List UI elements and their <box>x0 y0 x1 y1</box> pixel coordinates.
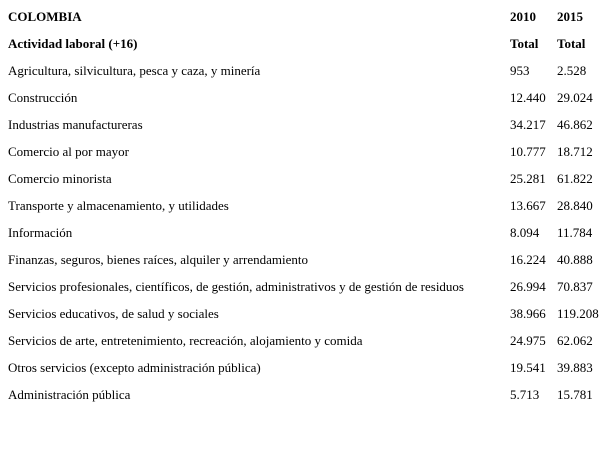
row-label: Administración pública <box>8 387 131 402</box>
country-title: COLOMBIA <box>8 9 82 24</box>
value-2015: 28.840 <box>557 198 593 213</box>
table-subheader-row <box>0 27 611 54</box>
table-row <box>0 270 611 297</box>
activity-header: Actividad laboral (+16) <box>8 36 138 51</box>
value-2015: 39.883 <box>557 360 593 375</box>
row-label: Servicios educativos, de salud y sociales <box>8 306 219 321</box>
row-label: Construcción <box>8 90 78 105</box>
total-header-2015: Total <box>557 36 586 51</box>
value-2010: 12.440 <box>510 90 546 105</box>
row-label: Transporte y almacenamiento, y utilidades <box>8 198 229 213</box>
value-2015: 2.528 <box>557 63 587 78</box>
value-2010: 24.975 <box>510 333 546 348</box>
table-row <box>0 108 611 135</box>
row-label: Comercio minorista <box>8 171 112 186</box>
row-label: Servicios profesionales, científicos, de gestión, administrativos y de gestión de residuos <box>8 279 464 294</box>
value-2010: 16.224 <box>510 252 546 267</box>
value-2015: 29.024 <box>557 90 593 105</box>
table-row <box>0 324 611 351</box>
table-row <box>0 162 611 189</box>
table-row <box>0 297 611 324</box>
value-2010: 953 <box>510 63 530 78</box>
value-2015: 40.888 <box>557 252 593 267</box>
row-label: Servicios de arte, entretenimiento, recreación, alojamiento y comida <box>8 333 363 348</box>
value-2010: 8.094 <box>510 225 540 240</box>
year-header-2010: 2010 <box>510 9 536 24</box>
value-2015: 46.862 <box>557 117 593 132</box>
value-2010: 10.777 <box>510 144 546 159</box>
table-row <box>0 351 611 378</box>
row-label: Otros servicios (excepto administración pública) <box>8 360 261 375</box>
row-label: Agricultura, silvicultura, pesca y caza, y minería <box>8 63 261 78</box>
table-row <box>0 54 611 81</box>
total-header-2010: Total <box>510 36 539 51</box>
value-2015: 61.822 <box>557 171 593 186</box>
value-2010: 38.966 <box>510 306 546 321</box>
table-row <box>0 81 611 108</box>
value-2010: 13.667 <box>510 198 546 213</box>
table-row <box>0 378 611 405</box>
row-label: Comercio al por mayor <box>8 144 129 159</box>
row-label: Industrias manufactureras <box>8 117 143 132</box>
value-2015: 62.062 <box>557 333 593 348</box>
value-2010: 34.217 <box>510 117 546 132</box>
value-2015: 70.837 <box>557 279 593 294</box>
table-row <box>0 189 611 216</box>
table-title-row <box>0 0 611 27</box>
value-2015: 18.712 <box>557 144 593 159</box>
row-label: Finanzas, seguros, bienes raíces, alquiler y arrendamiento <box>8 252 308 267</box>
value-2015: 119.208 <box>557 306 599 321</box>
row-label: Información <box>8 225 73 240</box>
value-2010: 19.541 <box>510 360 546 375</box>
table-row <box>0 135 611 162</box>
value-2010: 26.994 <box>510 279 546 294</box>
year-header-2015: 2015 <box>557 9 583 24</box>
table-row <box>0 243 611 270</box>
value-2010: 25.281 <box>510 171 546 186</box>
value-2015: 11.784 <box>557 225 593 240</box>
table-row <box>0 216 611 243</box>
value-2015: 15.781 <box>557 387 593 402</box>
value-2010: 5.713 <box>510 387 540 402</box>
